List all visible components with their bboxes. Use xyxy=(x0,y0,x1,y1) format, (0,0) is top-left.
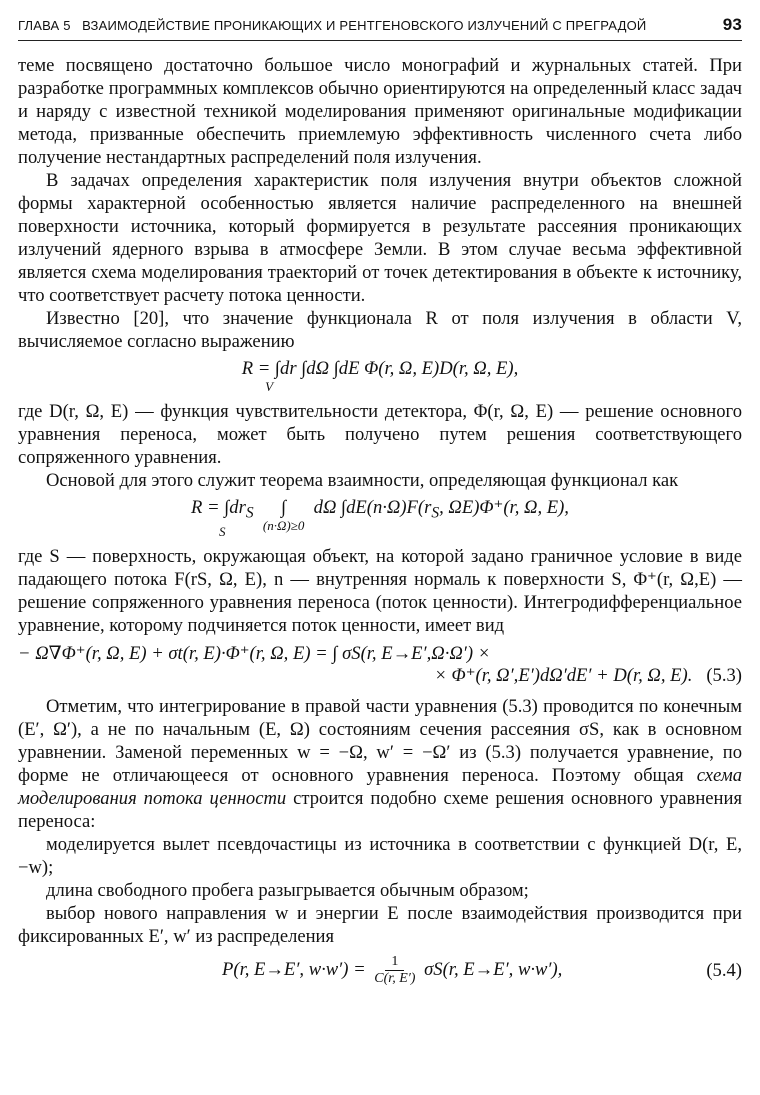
equation-5-4 xyxy=(18,954,742,987)
paragraph-7 xyxy=(18,695,742,833)
header-rule xyxy=(18,40,742,41)
chapter-title xyxy=(18,18,646,33)
formula-2-rhs-sub: S xyxy=(431,504,440,522)
paragraph-1: теме посвящено достаточно большое число монографий и журнальных статей. При разработке программных комплексов обычно ориентируются на определенный класс задач и наряду с известной техникой моделирования применяют оригинальные модификации метода, призванные обеспечить приемлемую эффективность численного счета либо получение нестандартных распределений поля излучения. xyxy=(18,55,742,168)
body-text xyxy=(18,54,742,987)
formula-2-rhs-end: , ΩE)Φ⁺(r, Ω, E), xyxy=(439,497,569,518)
formula-1-lhs xyxy=(242,358,297,394)
fraction-denominator: C(r, E′) xyxy=(374,970,416,986)
fraction-numerator: 1 xyxy=(385,954,404,971)
equation-5-4-body xyxy=(18,954,706,987)
formula-2-mid-sign: ∫ xyxy=(281,497,287,518)
formula-1-sub: V xyxy=(265,379,274,394)
formula-2-lhs-sub: S xyxy=(219,523,226,539)
paragraph-7-emphasis: схема моделирования потока ценности xyxy=(18,764,742,809)
running-header xyxy=(18,12,742,38)
paragraph-7-text: Отметим, что интегрирование в правой части уравнения (5.3) проводится по конечным (E′, Ω′), а не по начальным (E, Ω) состояниям сечения рассеяния σS, как в основном уравнении. Заменой переменных w = −Ω, w′ = −Ω′ из (5.3) получается уравнение, по форме не отличающееся от основного уравнения переноса. Поэтому общая xyxy=(18,695,742,786)
paragraph-6: где S — поверхность, окружающая объект, на которой задано граничное условие в виде падающего потока F(rS, Ω, E), n — внутренняя нормаль к поверхности S, Φ⁺(r, Ω,E) — решение сопряженного уравнения переноса (поток ценности). Интегродифференциальное уравнение, которому подчиняется поток ценности, имеет вид xyxy=(18,545,742,636)
chapter-name: ВЗАИМОДЕЙСТВИЕ ПРОНИКАЮЩИХ И РЕНТГЕНОВСКОГО ИЗЛУЧЕНИЙ С ПРЕГРАДОЙ xyxy=(82,17,647,33)
equation-5-4-lhs: P(r, E→E′, w·w′) = xyxy=(222,958,366,980)
equation-5-3 xyxy=(18,643,742,687)
equation-5-3-label: (5.3) xyxy=(706,664,742,686)
paragraph-3: Известно [20], что значение функционала R от поля излучения в области V, вычисляемое согласно выражению xyxy=(18,308,742,352)
equation-5-3-line-2: × Φ⁺(r, Ω′,E′)dΩ′dE′ + D(r, Ω, E). xyxy=(434,664,693,686)
paragraph-8: моделируется вылет псевдочастицы из источника в соответствии с функцией D(r, E,−w); xyxy=(18,833,742,878)
equation-5-4-label: (5.4) xyxy=(706,959,742,981)
paragraph-7-end: строится подобно схеме решения основного уравнения переноса: xyxy=(18,787,742,832)
equation-5-4-fraction xyxy=(374,954,415,987)
formula-2-mid xyxy=(263,497,304,533)
paragraph-9: длина свободного пробега разыгрывается обычным образом; xyxy=(46,879,529,901)
formula-1-lhs-text: R = ∫dr xyxy=(241,358,297,379)
formula-2-lhs-text: R = ∫dr xyxy=(191,497,246,518)
paragraph-2: В задачах определения характеристик поля излучения внутри объектов сложной формы характерной особенностью является наличие распределенного на внешней поверхности источника, который формируется в результате рассеяния проникающих излучений ядерного взрыва в атмосфере Земли. В этом случае весьма эффективной является схема моделирования траекторий от точек детектирования в объекте к источнику, что соответствует расчету потока ценности. xyxy=(18,170,742,306)
equation-5-4-rhs: σS(r, E→E′, w·w′), xyxy=(424,958,563,980)
formula-functional xyxy=(18,358,742,394)
equation-5-3-line-1: − Ω∇Φ⁺(r, Ω, E) + σt(r, E)·Φ⁺(r, Ω, E) = ∫ σS(r, E→E′,Ω·Ω′) × xyxy=(18,642,491,664)
paragraph-5: Основой для этого служит теорема взаимности, определяющая функционал как xyxy=(46,470,679,491)
paragraph-10: выбор нового направления w и энергии E после взаимодействия производится при фиксированных E′, w′ из распределения xyxy=(18,902,742,947)
formula-1-rhs: ∫dΩ ∫dE Φ(r, Ω, E)D(r, Ω, E), xyxy=(301,358,519,379)
formula-reciprocity xyxy=(18,497,742,539)
formula-2-lhs xyxy=(191,497,254,539)
formula-2-mid-sub: (n·Ω)≥0 xyxy=(262,518,305,533)
equation-5-3-line-2-row xyxy=(18,665,742,687)
page-number: 93 xyxy=(722,15,742,34)
paragraph-4: где D(r, Ω, E) — функция чувствительности детектора, Φ(r, Ω, E) — решение основного уравнения переноса, может быть получено путем решения соответствующего сопряженного уравнения. xyxy=(18,401,742,468)
formula-2-rhs: dΩ ∫dE(n·Ω)F(r xyxy=(313,497,432,518)
formula-2-lhs-index: S xyxy=(245,504,254,522)
chapter-label: ГЛАВА 5 xyxy=(18,17,71,33)
